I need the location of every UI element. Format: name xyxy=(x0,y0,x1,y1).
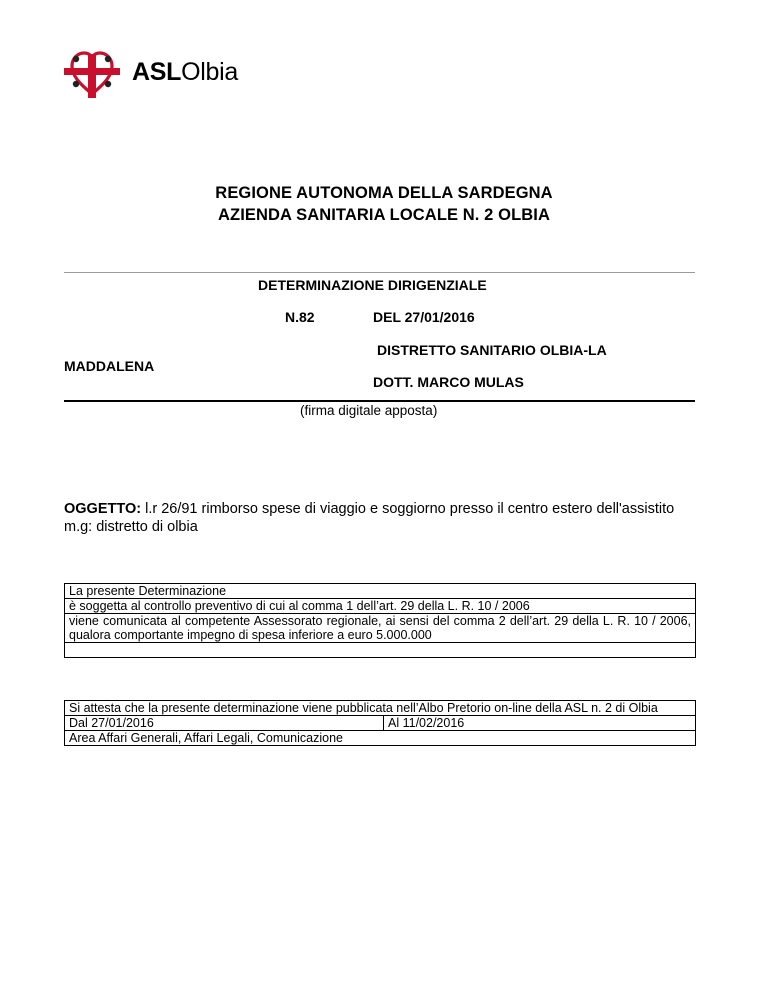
controllo-table xyxy=(64,583,696,658)
oggetto-paragraph xyxy=(64,500,694,536)
controllo-row-1: La presente Determinazione xyxy=(65,584,696,599)
asl-title: AZIENDA SANITARIA LOCALE N. 2 OLBIA xyxy=(218,206,550,224)
distretto-part1: DISTRETTO SANITARIO OLBIA-LA xyxy=(377,342,607,358)
controllo-row-4 xyxy=(65,643,696,658)
asl-olbia-logo xyxy=(58,44,258,100)
determina-number: N.82 xyxy=(285,309,315,325)
logo-brand-bold: ASL xyxy=(132,58,182,86)
pubblicazione-al: Al 11/02/2016 xyxy=(384,716,696,731)
logo-wordmark xyxy=(132,58,238,87)
asl-heart-cross-icon xyxy=(58,44,126,100)
pubblicazione-attestazione: Si attesta che la presente determinazione viene pubblicata nell’Albo Pretorio on-line della ASL n. 2 di Olbia xyxy=(65,701,696,716)
determina-type: DETERMINAZIONE DIRIGENZIALE xyxy=(258,277,487,293)
firma-note: (firma digitale apposta) xyxy=(300,403,438,418)
controllo-row-3: viene comunicata al competente Assessorato regionale, ai sensi del comma 2 dell’art. 29 della L. R. 10 / 2006, qualora comportante impegno di spesa inferiore a euro 5.000.000 xyxy=(65,614,696,643)
determina-date: DEL 27/01/2016 xyxy=(373,309,475,325)
dirigente-name: DOTT. MARCO MULAS xyxy=(373,374,524,390)
pubblicazione-dal: Dal 27/01/2016 xyxy=(65,716,384,731)
controllo-row-2: è soggetta al controllo preventivo di cui al comma 1 dell’art. 29 della L. R. 10 / 2006 xyxy=(65,599,696,614)
distretto-part2: MADDALENA xyxy=(64,358,155,374)
pubblicazione-table xyxy=(64,700,696,746)
pubblicazione-area: Area Affari Generali, Affari Legali, Comunicazione xyxy=(65,731,696,746)
signature-divider xyxy=(64,400,695,402)
oggetto-text: l.r 26/91 rimborso spese di viaggio e soggiorno presso il centro estero dell'assistito m.g: distretto di olbia xyxy=(64,501,675,535)
top-divider xyxy=(64,272,695,273)
oggetto-label: OGGETTO: xyxy=(64,501,142,517)
region-title: REGIONE AUTONOMA DELLA SARDEGNA xyxy=(215,184,553,202)
logo-brand-regular: Olbia xyxy=(181,58,238,86)
